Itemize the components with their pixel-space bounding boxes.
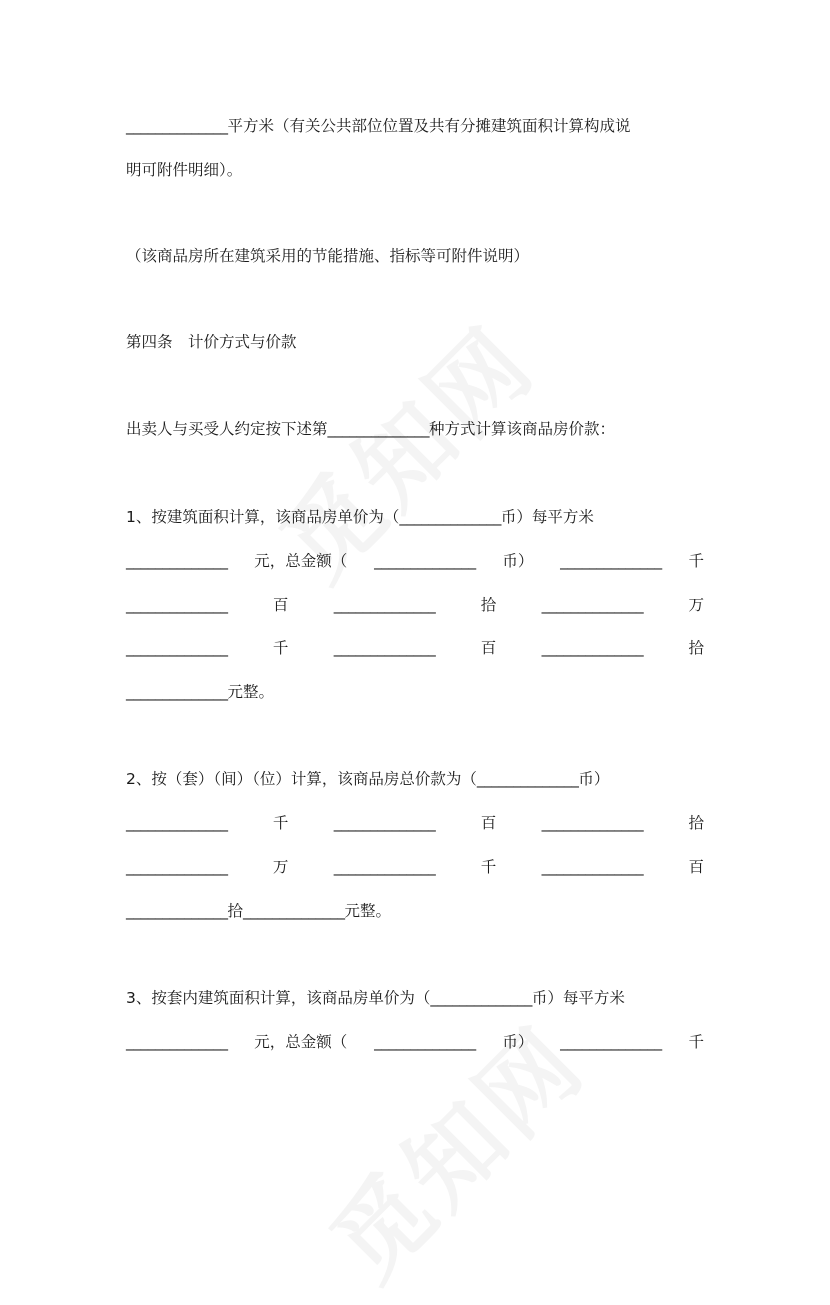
article-title: 第四条 计价方式与价款 [126, 333, 297, 351]
agreement-prefix: 出卖人与买受人约定按下述第 [126, 420, 328, 438]
unit-bai: 百 [272, 596, 289, 614]
blank: ______________ [374, 552, 476, 570]
method3-prefix: 3、按套内建筑面积计算，该商品房单价为（ [126, 989, 431, 1007]
blank: ______________ [126, 1033, 228, 1051]
method1-line3 [126, 594, 704, 616]
method2-line1 [126, 768, 704, 790]
blank: ______________ [126, 596, 228, 614]
method1-line1 [126, 506, 704, 528]
currency-label: 币）每平方米 [531, 989, 625, 1007]
unit-qian: 千 [688, 552, 704, 570]
method2-line4 [126, 900, 704, 922]
blank: ______________ [399, 508, 501, 526]
blank: ______________ [333, 814, 436, 832]
method3-line1 [126, 987, 704, 1009]
currency-label: 币） [502, 552, 534, 570]
blank: ______________ [541, 814, 644, 832]
area-text: 平方米（有关公共部位位置及共有分摊建筑面积计算构成说 [227, 117, 631, 135]
blank: ______________ [333, 858, 436, 876]
blank: ______________ [126, 117, 228, 135]
blank: ______________ [430, 989, 532, 1007]
method1-prefix: 1、按建筑面积计算，该商品房单价为（ [126, 508, 400, 526]
method1-line5 [126, 681, 704, 703]
area-line-2: 明可附件明细）。 [126, 161, 243, 179]
method1-line4 [126, 637, 704, 659]
currency-label: 币）每平方米 [500, 508, 594, 526]
blank: ______________ [243, 902, 345, 920]
blank: ______________ [541, 596, 644, 614]
unit-wan: 万 [688, 596, 704, 614]
blank: ______________ [333, 596, 436, 614]
method2-prefix: 2、按（套）（间）（位）计算，该商品房总价款为（ [126, 770, 477, 788]
method2-line2 [126, 812, 704, 834]
unit-shi: 拾 [688, 639, 704, 657]
blank: ______________ [126, 902, 228, 920]
unit-shi: 拾 [688, 814, 704, 832]
yuan-total: 元，总金额（ [254, 552, 348, 570]
blank: ______________ [374, 1033, 476, 1051]
unit-zheng: 元整。 [227, 683, 275, 701]
unit-bai: 百 [688, 858, 704, 876]
unit-qian: 千 [272, 639, 289, 657]
yuan-total: 元，总金额（ [254, 1033, 348, 1051]
blank: ______________ [327, 420, 430, 438]
blank: ______________ [126, 858, 228, 876]
method3-line2 [126, 1031, 704, 1053]
area-line [126, 115, 704, 137]
energy-note: （该商品房所在建筑采用的节能措施、指标等可附件说明） [126, 247, 530, 265]
method1-line2 [126, 550, 704, 572]
unit-qian: 千 [688, 1033, 704, 1051]
blank: ______________ [333, 639, 436, 657]
unit-qian: 千 [272, 814, 289, 832]
blank: ______________ [541, 858, 644, 876]
currency-label: 币） [502, 1033, 534, 1051]
unit-qian: 千 [480, 858, 497, 876]
unit-shi: 拾 [227, 902, 244, 920]
blank: ______________ [126, 639, 228, 657]
blank: ______________ [126, 683, 228, 701]
unit-shi: 拾 [480, 596, 497, 614]
blank: ______________ [541, 639, 644, 657]
agreement-suffix: 种方式计算该商品房价款： [429, 420, 616, 438]
blank: ______________ [126, 552, 228, 570]
unit-zheng: 元整。 [344, 902, 392, 920]
unit-wan: 万 [272, 858, 289, 876]
blank: ______________ [560, 1033, 662, 1051]
agreement-line [126, 418, 704, 440]
unit-bai: 百 [480, 639, 497, 657]
blank: ______________ [126, 814, 228, 832]
blank: ______________ [560, 552, 662, 570]
currency-label: 币） [578, 770, 610, 788]
blank: ______________ [476, 770, 579, 788]
method2-line3 [126, 856, 704, 878]
unit-bai: 百 [480, 814, 497, 832]
